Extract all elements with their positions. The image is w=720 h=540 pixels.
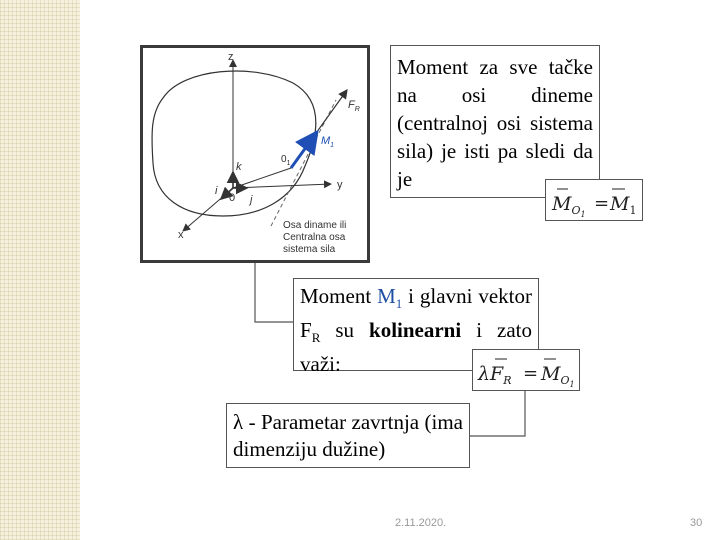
box2-text-su: su (320, 318, 370, 343)
point-o1-label: $0_1$ (281, 154, 291, 167)
axis-x-label: x (178, 229, 184, 241)
formula1-equals: = (594, 193, 610, 214)
origin-label: 0 (229, 192, 236, 204)
box2-text-zato: i zato važi: (300, 318, 532, 377)
formula1-svg (546, 180, 642, 220)
axis-z-label: z (228, 51, 234, 63)
force-label: $F_R$ (348, 99, 360, 113)
footer-date: 2.11.2020. (395, 517, 447, 529)
box2-bold-collinear: kolinearni (369, 318, 462, 343)
position-vector-line (233, 168, 291, 188)
page-number: 30 (690, 517, 703, 529)
box2-text-moment: Moment (300, 284, 378, 308)
text-box-moment-axis: Moment za sve tačke na osi dineme (centralnoj osi sistema sila) je isti pa sledi da je (390, 45, 600, 198)
dynamics-axis-figure (140, 45, 370, 263)
unit-k-label: k (236, 161, 242, 173)
axis-caption-line2: Centralna osa (283, 232, 346, 243)
box2-fr-subscript: R (311, 330, 321, 346)
axis-caption-line1: Osa diname ili (283, 220, 347, 231)
formula2-svg (473, 350, 579, 390)
figure-svg (143, 48, 367, 260)
unit-j-label: j (250, 194, 253, 206)
unit-i-label: i (215, 185, 218, 197)
formula1-rhs: $M_1$ (610, 193, 637, 217)
connector-figure-box2 (255, 263, 293, 322)
lambda-description: - Parametar zavrtnja (ima dimenziju dužine) (233, 410, 463, 461)
moment-label: $M_1$ (321, 135, 335, 149)
box2-m1-symbol: $M_1$ (377, 284, 403, 312)
formula2-lhs: $\lambda F_R$ (478, 363, 512, 387)
text-box-lambda-parameter (226, 403, 470, 468)
formula-mo1-equals-m1 (545, 179, 643, 221)
formula1-lhs: $M_O1$ (552, 193, 586, 219)
box2-text-vector: i glavni vektor F (300, 284, 532, 343)
connector-formula2-box3 (470, 391, 525, 436)
formula-lambda-fr-equals-mo1 (472, 349, 580, 391)
axis-y-label: y (337, 179, 343, 191)
axis-y-line (233, 184, 331, 188)
formula2-rhs: $M_O1$ (541, 363, 575, 389)
axis-caption-line3: sistema sila (283, 244, 336, 255)
lambda-symbol: λ (233, 410, 244, 434)
formula2-equals: = (523, 363, 539, 384)
